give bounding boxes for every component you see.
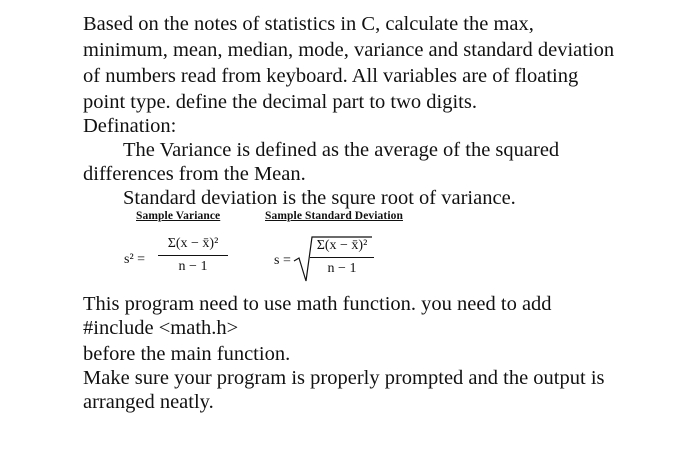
definition-heading: Defination: (83, 115, 177, 137)
variance-fraction (158, 236, 228, 275)
fraction-bar (158, 255, 228, 256)
sample-variance-label: Sample Variance (136, 210, 221, 222)
variance-definition-line: differences from the Mean. (83, 163, 306, 185)
stddev-definition: Standard deviation is the squre root of variance. (123, 187, 516, 209)
paragraph-line: Based on the notes of statistics in C, calculate the max, (83, 13, 534, 35)
paragraph-line: of numbers read from keyboard. All variables are of floating (83, 65, 579, 87)
paragraph-line: minimum, mean, median, mode, variance and standard deviation (83, 39, 615, 61)
sample-stddev-label: Sample Standard Deviation (265, 210, 403, 222)
paragraph-line: point type. define the decimal part to two digits. (83, 91, 477, 113)
variance-denominator: n − 1 (178, 259, 208, 274)
paragraph-line: Make sure your program is properly prompted and the output is (83, 367, 605, 389)
variance-definition-line: The Variance is defined as the average of the squared (123, 139, 560, 161)
stddev-numerator: Σ(x − x̄)² (316, 238, 368, 253)
paragraph-line: before the main function. (83, 343, 291, 365)
stddev-fraction (310, 238, 374, 277)
variance-numerator: Σ(x − x̄)² (167, 236, 219, 251)
variance-formula-lhs: s² = (124, 252, 146, 267)
paragraph-line: This program need to use math function. you need to add (83, 293, 552, 315)
paragraph-line: #include <math.h> (83, 317, 239, 339)
stddev-formula-lhs: s = (274, 253, 291, 268)
stddev-denominator: n − 1 (327, 261, 357, 276)
paragraph-line: arranged neatly. (83, 391, 214, 413)
fraction-bar (310, 257, 374, 258)
